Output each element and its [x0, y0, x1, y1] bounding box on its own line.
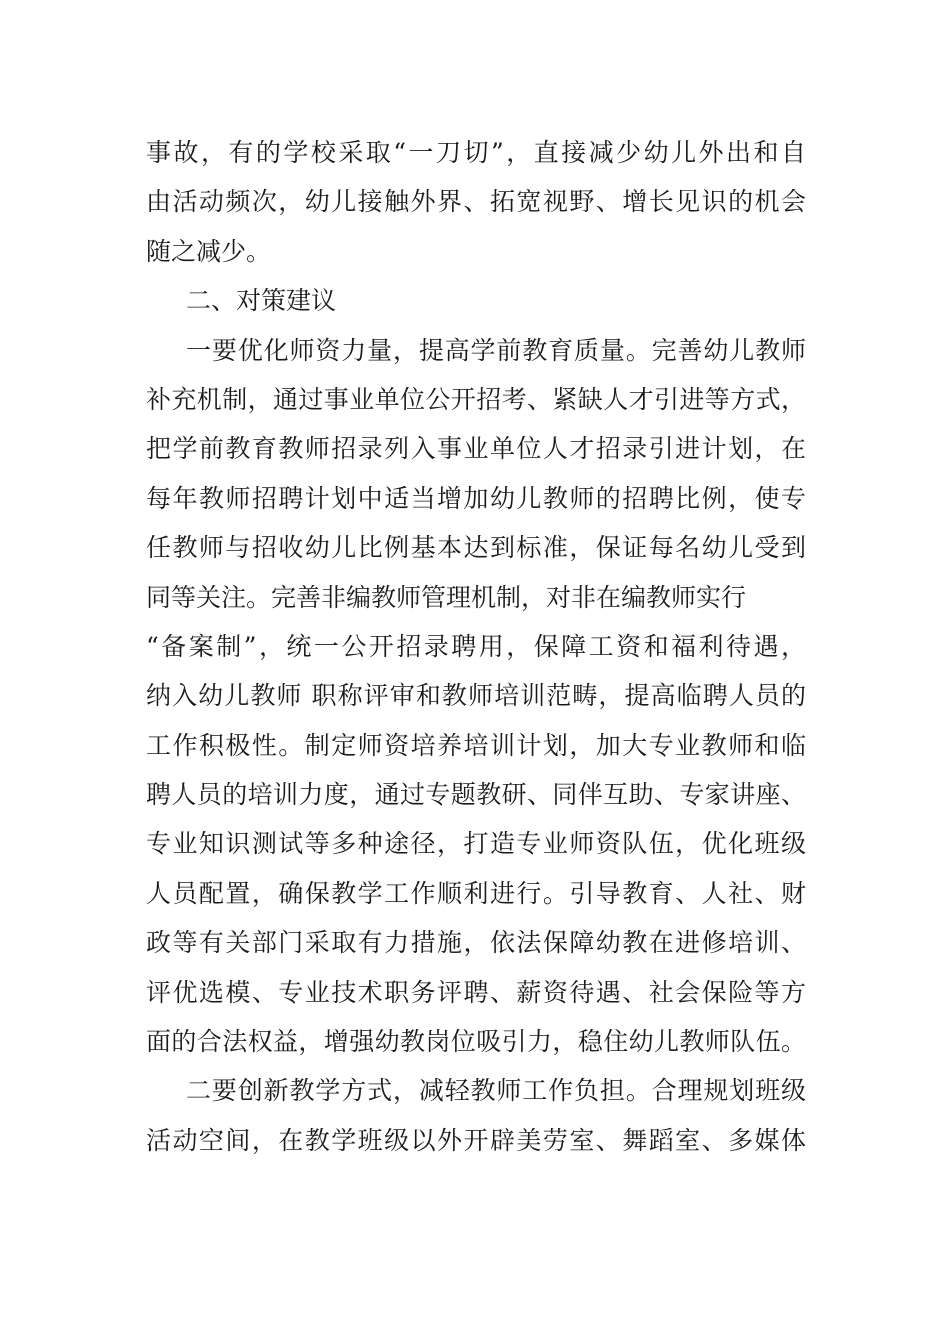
- text-line-17: 政等有关部门采取有力措施，依法保障幼教在进修培训、: [146, 928, 806, 958]
- text-line-20: 二要创新教学方式，减轻教师工作负担。合理规划班级: [186, 1076, 806, 1106]
- text-line-3: 随之减少。: [146, 236, 272, 266]
- text-line-19: 面的合法权益，增强幼教岗位吸引力，稳住幼儿教师队伍。: [146, 1027, 806, 1057]
- text-line-7: 把学前教育教师招录列入事业单位人才招录引进计划，在: [146, 434, 806, 464]
- text-line-6: 补充机制，通过事业单位公开招考、紧缺人才引进等方式，: [146, 384, 806, 414]
- text-line-9: 任教师与招收幼儿比例基本达到标准，保证每名幼儿受到: [146, 533, 806, 563]
- body-text: [146, 128, 806, 1165]
- section-heading: 二、对策建议: [186, 286, 337, 316]
- text-line-1: 事故，有的学校采取“一刀切”，直接减少幼儿外出和自: [146, 138, 806, 167]
- text-line-2: 由活动频次，幼儿接触外界、拓宽视野、增长见识的机会: [146, 187, 806, 217]
- text-line-18: 评优选模、专业技术职务评聘、薪资待遇、社会保险等方: [146, 977, 806, 1007]
- text-line-21: 活动空间，在教学班级以外开辟美劳室、舞蹈室、多媒体: [146, 1125, 806, 1155]
- text-line-12: 纳入幼儿教师 职称评审和教师培训范畴，提高临聘人员的: [146, 681, 806, 711]
- text-line-5: 一要优化师资力量，提高学前教育质量。完善幼儿教师: [186, 335, 806, 365]
- text-line-10: 同等关注。完善非编教师管理机制，对非在编教师实行: [146, 582, 747, 612]
- text-line-13: 工作积极性。制定师资培养培训计划，加大专业教师和临: [146, 730, 806, 760]
- text-line-16: 人员配置，确保教学工作顺利进行。引导教育、人社、财: [146, 878, 806, 908]
- text-line-15: 专业知识测试等多种途径，打造专业师资队伍，优化班级: [146, 829, 806, 859]
- text-line-11: “备案制”，统一公开招录聘用，保障工资和福利待遇，: [146, 631, 806, 661]
- text-line-14: 聘人员的培训力度，通过专题教研、同伴互助、专家讲座、: [146, 780, 806, 810]
- text-line-8: 每年教师招聘计划中适当增加幼儿教师的招聘比例，使专: [146, 483, 806, 513]
